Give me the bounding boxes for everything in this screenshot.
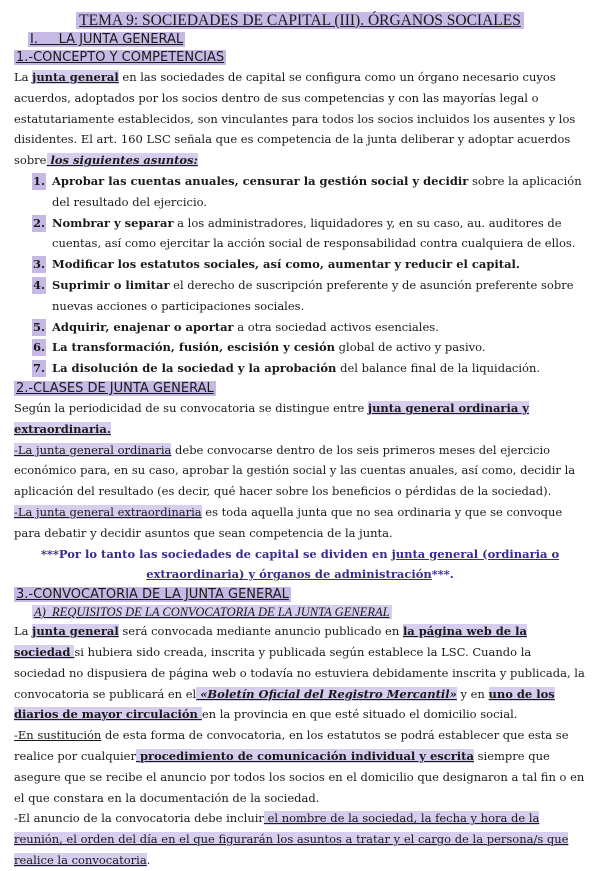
part-heading: I. LA JUNTA GENERAL [30,32,184,47]
list-item: 4. Suprimir o limitar el derecho de suscripción preferente y de asunción preferente sobre nuevas acciones o participaciones sociales. [32,277,574,313]
list-item: 2. Nombrar y separar a los administradores, liquidadores y, en su caso, au. auditores de cuentas, así como ejercitar la acción social de responsabilidad contra cualquiera de ellos. [32,215,576,251]
junta-ordinaria-paragraph: -La junta general ordinaria debe convocarse dentro de los seis primeros meses del ejercicio económico para, en su caso, aprobar la gestión social y las cuentas anuales, así como, decidir la aplicación del resultado (es decir, qué hacer sobre los beneficios o pérdidas de la sociedad). [14,442,576,499]
list-item: 6. La transformación, fusión, escisión y cesión global de activo y pasivo. [32,340,486,355]
section-1-intro: La junta general en las sociedades de capital se configura como un órgano necesario cuyos acuerdos, adoptados por los socios dentro de sus competencias y con las mayorías legal o estatutariamente establecidos, son vinculantes para todos los socios incluidos los ausentes y los disidentes. El art. 160 LSC señala que es competencia de la junta deliberar y adoptar acuerdos sobre los siguientes asuntos: [14,70,576,168]
list-item: 7. La disolución de la sociedad y la aprobación del balance final de la liquidación. [32,361,541,376]
list-item: 3. Modificar los estatutos sociales, así como, aumentar y reducir el capital. [32,257,520,272]
convocatoria-paragraph: La junta general será convocada mediante anuncio publicado en la página web de la sociedad si hubiera sido creada, inscrita y publicada según establece la LSC. Cuando la sociedad no dispusiera de página web o todavía no estuviera debidamente inscrita y publicada, la convocatoria se publicará en el «Boletín Oficial del Registro Mercantil» y en uno de los diarios de mayor circulación en la provincia en que esté situado el domicilio social. [14,624,585,722]
anuncio-paragraph: -El anuncio de la convocatoria debe incluir el nombre de la sociedad, la fecha y hora de la reunión, el orden del día en el que figurarán los asuntos a tratar y el cargo de la persona/s que realice la convocatoria. [14,811,569,867]
doc-title: TEMA 9: SOCIEDADES DE CAPITAL (III). ÓRGANOS SOCIALES [14,12,586,30]
section-2-note: ***Por lo tanto las sociedades de capital se dividen en junta general (ordinaria o extraordinaria) y órganos de administración***. [40,546,560,582]
sustitucion-paragraph: -En sustitución de esta forma de convocatoria, en los estatutos se podrá establecer que esta se realice por cualquier procedimiento de comunicación individual y escrita siempre que asegure que se recibe el anuncio por todos los socios en el domicilio que designaron a tal fin o en el que constara en la documentación de la sociedad. [14,728,585,805]
competencias-list [14,171,586,379]
section-2-intro: Según la periodicidad de su convocatoria se distingue entre junta general ordinaria y extraordinaria. [14,400,529,436]
section-1-heading: 1.-CONCEPTO Y COMPETENCIAS [16,50,225,65]
section-2-heading: 2.-CLASES DE JUNTA GENERAL [16,380,214,396]
list-item: 5. Adquirir, enajenar o aportar a otra sociedad activos esenciales. [32,319,439,334]
section-3-heading: 3.-CONVOCATORIA DE LA JUNTA GENERAL [16,587,289,603]
junta-extraordinaria-paragraph: -La junta general extraordinaria es toda aquella junta que no sea ordinaria y que se convoque para debatir y decidir asuntos que sean competencia de la junta. [14,504,563,540]
list-item: 1. Aprobar las cuentas anuales, censurar la gestión social y decidir sobre la aplicación del resultado del ejercicio. [32,173,582,209]
section-3-subheading: A) REQUISITOS DE LA CONVOCATORIA DE LA JUNTA GENERAL [34,605,390,620]
